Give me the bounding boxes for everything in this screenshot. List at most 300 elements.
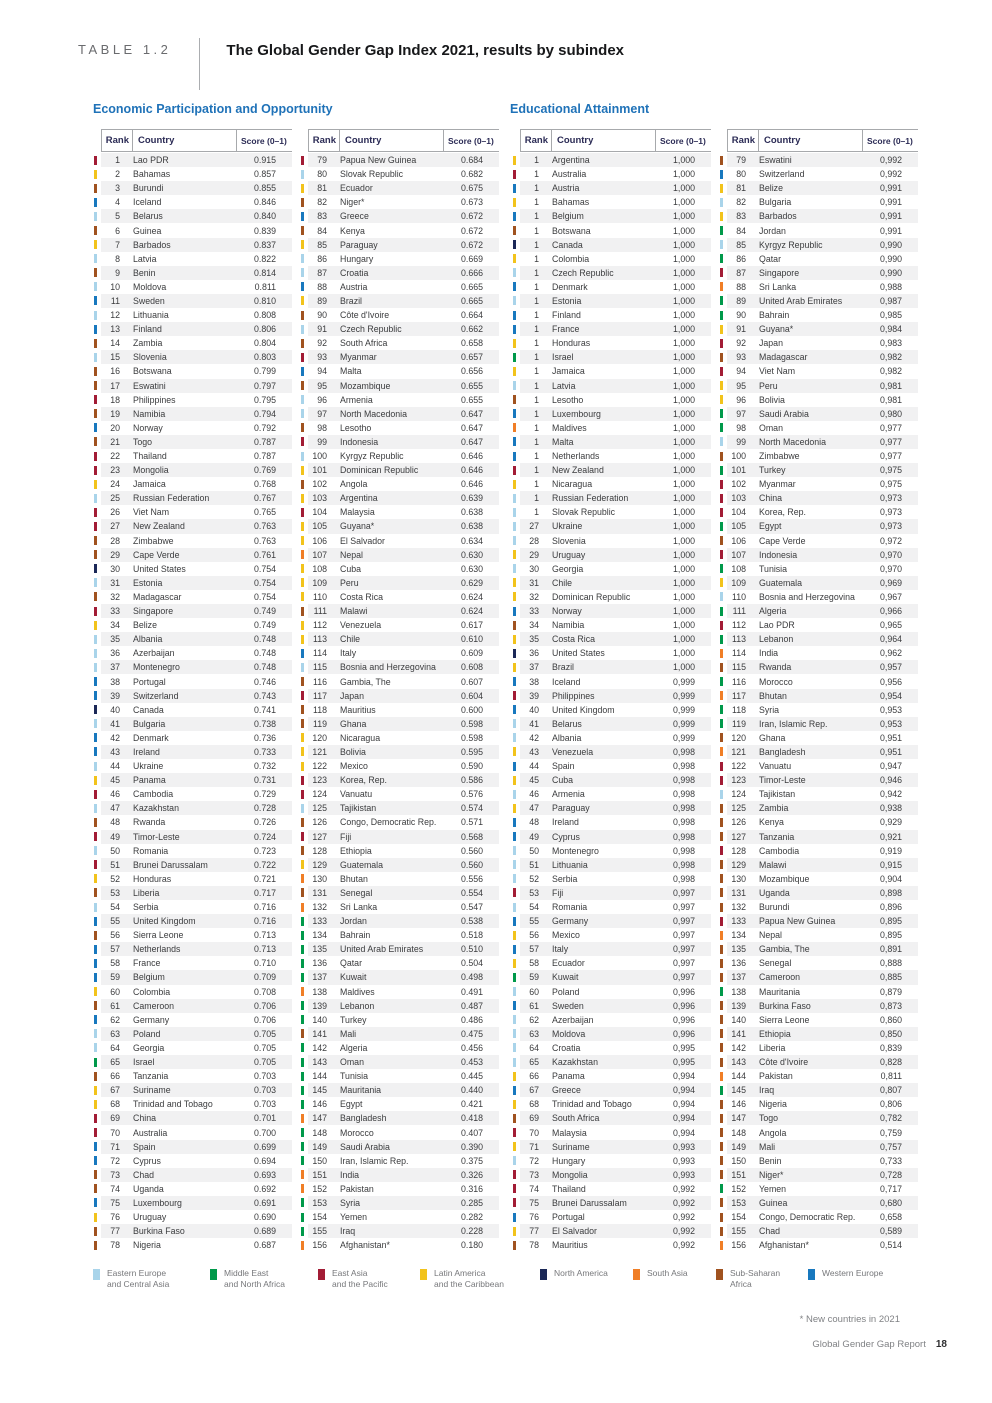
region-marker — [301, 409, 304, 418]
score-cell: 0,658 — [879, 1212, 902, 1223]
score-cell: 0,991 — [879, 211, 902, 222]
table-row — [719, 590, 918, 604]
score-cell: 0.598 — [460, 732, 483, 743]
table-row — [93, 787, 292, 801]
score-cell: 1,000 — [672, 549, 695, 560]
rank-cell: 65 — [529, 1057, 539, 1068]
score-cell: 0.691 — [253, 1197, 276, 1208]
table-row — [719, 336, 918, 350]
score-cell: 1,000 — [672, 493, 695, 504]
table-row — [300, 999, 499, 1013]
region-marker — [94, 1043, 97, 1052]
region-marker — [720, 1114, 723, 1123]
country-cell: Panama — [133, 775, 166, 786]
table-row — [512, 364, 711, 378]
country-cell: Latvia — [552, 380, 576, 391]
table-row — [512, 562, 711, 576]
country-column-header: Country — [133, 130, 237, 151]
table-row — [719, 1210, 918, 1224]
rank-cell: 110 — [731, 591, 746, 602]
table-row — [719, 280, 918, 294]
table-row — [300, 1154, 499, 1168]
table-row — [300, 914, 499, 928]
table-row — [512, 195, 711, 209]
score-cell: 0,997 — [672, 887, 695, 898]
rank-cell: 45 — [110, 775, 120, 786]
rank-cell: 103 — [312, 493, 327, 504]
legend-label-line: North America — [554, 1268, 608, 1279]
country-cell: Ghana — [340, 718, 367, 729]
region-marker — [94, 959, 97, 968]
country-cell: Oman — [340, 1057, 364, 1068]
region-marker — [720, 184, 723, 193]
rank-cell: 68 — [110, 1099, 120, 1110]
table-row — [719, 773, 918, 787]
table-row — [719, 562, 918, 576]
rank-cell: 76 — [110, 1212, 120, 1223]
region-marker — [513, 776, 516, 785]
country-cell: Timor-Leste — [133, 831, 180, 842]
region-marker — [94, 1184, 97, 1193]
region-marker — [720, 874, 723, 883]
rank-cell: 71 — [529, 1141, 539, 1152]
rank-cell: 73 — [529, 1169, 539, 1180]
region-marker — [301, 508, 304, 517]
rank-cell: 137 — [731, 972, 746, 983]
region-marker — [720, 917, 723, 926]
legend-item — [210, 1268, 318, 1290]
region-marker — [94, 1170, 97, 1179]
rank-cell: 117 — [312, 690, 327, 701]
rank-cell: 106 — [312, 535, 327, 546]
rank-cell: 121 — [312, 746, 327, 757]
table-row — [300, 209, 499, 223]
table-row — [512, 1055, 711, 1069]
region-marker — [513, 395, 516, 404]
table-row — [93, 717, 292, 731]
rank-cell: 125 — [731, 803, 746, 814]
rank-cell: 143 — [731, 1057, 746, 1068]
country-cell: Jordan — [340, 916, 367, 927]
region-marker — [94, 1213, 97, 1222]
country-cell: Czech Republic — [340, 324, 402, 335]
table-row — [300, 956, 499, 970]
table-row — [719, 985, 918, 999]
country-cell: Cape Verde — [133, 549, 180, 560]
country-cell: Switzerland — [759, 169, 805, 180]
region-marker — [720, 156, 723, 165]
score-cell: 0,973 — [879, 507, 902, 518]
rank-cell: 14 — [110, 338, 120, 349]
score-cell: 0.586 — [460, 775, 483, 786]
rank-cell: 69 — [110, 1113, 120, 1124]
rank-cell: 71 — [110, 1141, 120, 1152]
rank-cell: 82 — [736, 197, 746, 208]
country-cell: Iraq — [340, 1226, 356, 1237]
country-cell: Lao PDR — [759, 620, 795, 631]
table-row — [512, 604, 711, 618]
table-row — [512, 308, 711, 322]
region-marker — [720, 790, 723, 799]
table-row — [512, 1111, 711, 1125]
region-marker — [94, 578, 97, 587]
score-cell: 0.706 — [253, 1014, 276, 1025]
rank-cell: 1 — [534, 422, 539, 433]
country-cell: Montenegro — [552, 845, 599, 856]
region-marker — [513, 663, 516, 672]
table-row — [300, 787, 499, 801]
region-marker — [513, 254, 516, 263]
country-cell: Syria — [759, 704, 780, 715]
country-cell: Slovak Republic — [340, 169, 404, 180]
country-cell: Namibia — [133, 408, 166, 419]
table-row — [300, 223, 499, 237]
rank-cell: 74 — [110, 1183, 120, 1194]
country-cell: Brunei Darussalam — [552, 1197, 627, 1208]
rank-cell: 48 — [110, 817, 120, 828]
country-cell: Indonesia — [759, 549, 798, 560]
score-cell: 0.713 — [253, 944, 276, 955]
region-marker — [720, 423, 723, 432]
country-cell: Maldives — [552, 422, 587, 433]
country-cell: Paraguay — [340, 239, 378, 250]
country-cell: Mali — [759, 1141, 776, 1152]
region-marker — [720, 607, 723, 616]
rank-cell: 154 — [731, 1212, 746, 1223]
region-marker — [94, 536, 97, 545]
region-marker — [513, 747, 516, 756]
score-cell: 1,000 — [672, 507, 695, 518]
country-cell: Papua New Guinea — [759, 916, 836, 927]
rank-cell: 101 — [312, 465, 327, 476]
score-cell: 0,951 — [879, 746, 902, 757]
rank-cell: 156 — [731, 1240, 746, 1251]
region-marker — [301, 621, 304, 630]
region-marker — [513, 353, 516, 362]
score-cell: 1,000 — [672, 465, 695, 476]
region-marker — [720, 480, 723, 489]
table-row — [300, 519, 499, 533]
score-cell: 0.716 — [253, 902, 276, 913]
table-row — [93, 1154, 292, 1168]
region-marker — [720, 268, 723, 277]
rank-cell: 139 — [731, 1000, 746, 1011]
country-cell: France — [552, 324, 580, 335]
region-marker — [513, 1142, 516, 1151]
score-cell: 0.440 — [460, 1085, 483, 1096]
score-cell: 0.701 — [253, 1113, 276, 1124]
score-cell: 0,994 — [672, 1113, 695, 1124]
table-row — [512, 1041, 711, 1055]
table-row — [719, 1027, 918, 1041]
country-cell: South Africa — [340, 338, 388, 349]
table-row — [93, 985, 292, 999]
rank-cell: 40 — [529, 704, 539, 715]
region-marker — [94, 480, 97, 489]
country-cell: Slovenia — [133, 352, 167, 363]
rank-cell: 102 — [731, 479, 746, 490]
rank-cell: 106 — [731, 535, 746, 546]
region-marker — [301, 226, 304, 235]
rank-cell: 1 — [534, 211, 539, 222]
rank-cell: 44 — [110, 761, 120, 772]
score-cell: 0.665 — [460, 281, 483, 292]
rank-cell: 1 — [534, 253, 539, 264]
country-cell: Benin — [133, 267, 156, 278]
region-marker — [301, 1170, 304, 1179]
region-marker — [513, 762, 516, 771]
rank-cell: 40 — [110, 704, 120, 715]
score-cell: 0,953 — [879, 718, 902, 729]
score-cell: 0.840 — [253, 211, 276, 222]
country-cell: Madagascar — [759, 352, 808, 363]
region-marker — [513, 240, 516, 249]
table-row — [93, 999, 292, 1013]
rank-cell: 1 — [534, 408, 539, 419]
region-marker — [513, 691, 516, 700]
rank-cell: 135 — [731, 944, 746, 955]
region-marker — [94, 156, 97, 165]
score-cell: 0,983 — [879, 338, 902, 349]
region-marker — [513, 1072, 516, 1081]
rank-cell: 133 — [312, 916, 327, 927]
region-marker — [301, 466, 304, 475]
table-row — [300, 1224, 499, 1238]
rank-cell: 55 — [110, 916, 120, 927]
region-marker — [513, 381, 516, 390]
rank-cell: 90 — [317, 310, 327, 321]
rank-cell: 34 — [110, 620, 120, 631]
legend-label-line: and Central Asia — [107, 1279, 170, 1290]
score-cell: 0.710 — [253, 958, 276, 969]
table-row — [719, 646, 918, 660]
table-row — [300, 745, 499, 759]
rank-cell: 34 — [529, 620, 539, 631]
rank-cell: 150 — [312, 1155, 327, 1166]
region-marker — [513, 367, 516, 376]
rank-cell: 31 — [529, 577, 539, 588]
region-marker — [94, 1227, 97, 1236]
legend-label — [107, 1268, 169, 1290]
table-row — [512, 449, 711, 463]
region-marker — [301, 156, 304, 165]
table-row — [512, 519, 711, 533]
rank-cell: 107 — [731, 549, 746, 560]
table-row — [512, 548, 711, 562]
country-column-header: Country — [759, 130, 863, 151]
country-cell: Niger* — [759, 1169, 784, 1180]
country-cell: Senegal — [759, 958, 792, 969]
country-cell: Belarus — [133, 211, 163, 222]
score-cell: 0.491 — [460, 986, 483, 997]
table-row — [300, 844, 499, 858]
country-cell: Portugal — [133, 676, 166, 687]
table-body — [93, 153, 292, 1252]
rank-cell: 81 — [317, 183, 327, 194]
region-marker — [513, 832, 516, 841]
score-cell: 0.453 — [460, 1057, 483, 1068]
score-cell: 0.799 — [253, 366, 276, 377]
table-header — [101, 129, 292, 152]
country-cell: United States — [552, 648, 605, 659]
table-row — [93, 674, 292, 688]
table-row — [512, 252, 711, 266]
rank-cell: 108 — [312, 563, 327, 574]
region-marker — [301, 311, 304, 320]
table-row — [719, 1041, 918, 1055]
table-row — [512, 731, 711, 745]
table-row — [719, 505, 918, 519]
table-row — [93, 1013, 292, 1027]
legend-label-line: Latin America — [434, 1268, 486, 1279]
rank-cell: 80 — [317, 169, 327, 180]
region-marker — [720, 1213, 723, 1222]
region-marker — [301, 592, 304, 601]
score-cell: 0.754 — [253, 577, 276, 588]
region-marker — [301, 635, 304, 644]
region-marker — [94, 818, 97, 827]
score-cell: 1,000 — [672, 352, 695, 363]
table-row — [300, 886, 499, 900]
table-row — [719, 604, 918, 618]
country-cell: Malawi — [759, 859, 787, 870]
rank-cell: 141 — [312, 1028, 327, 1039]
rank-cell: 116 — [731, 676, 746, 687]
region-marker — [720, 494, 723, 503]
region-marker — [720, 170, 723, 179]
rank-cell: 29 — [529, 549, 539, 560]
table-row — [719, 1154, 918, 1168]
score-cell: 0.647 — [460, 408, 483, 419]
rank-cell: 154 — [312, 1212, 327, 1223]
rank-cell: 1 — [534, 352, 539, 363]
country-cell: Korea, Rep. — [759, 507, 806, 518]
table-row — [300, 1210, 499, 1224]
table-row — [512, 463, 711, 477]
country-cell: Ethiopia — [759, 1028, 791, 1039]
table-row — [512, 280, 711, 294]
rank-cell: 46 — [110, 789, 120, 800]
rank-cell: 35 — [110, 634, 120, 645]
score-cell: 0.600 — [460, 704, 483, 715]
legend-label — [224, 1268, 285, 1290]
country-cell: United States — [133, 563, 186, 574]
rank-cell: 48 — [529, 817, 539, 828]
table-row — [719, 858, 918, 872]
score-cell: 0.703 — [253, 1099, 276, 1110]
score-cell: 0.390 — [460, 1141, 483, 1152]
rank-cell: 62 — [529, 1014, 539, 1025]
region-marker — [94, 790, 97, 799]
score-cell: 0,998 — [672, 746, 695, 757]
rank-cell: 3 — [115, 183, 120, 194]
rank-cell: 141 — [731, 1028, 746, 1039]
rank-cell: 120 — [312, 732, 327, 743]
score-cell: 0,895 — [879, 930, 902, 941]
score-cell: 1,000 — [672, 535, 695, 546]
table-header — [727, 129, 918, 152]
table-row — [512, 435, 711, 449]
table-row — [512, 815, 711, 829]
region-marker — [720, 1043, 723, 1052]
table-row — [300, 1168, 499, 1182]
country-cell: Mauritania — [759, 986, 801, 997]
rank-cell: 59 — [529, 972, 539, 983]
region-marker — [513, 931, 516, 940]
country-cell: Poland — [552, 986, 580, 997]
score-cell: 0.693 — [253, 1169, 276, 1180]
country-cell: Sweden — [552, 1000, 584, 1011]
country-cell: Afghanistan* — [759, 1240, 809, 1251]
country-cell: Afghanistan* — [340, 1240, 390, 1251]
region-marker — [94, 198, 97, 207]
country-cell: Norway — [552, 606, 582, 617]
legend-label-line: Middle East — [224, 1268, 269, 1279]
table-row — [93, 548, 292, 562]
score-cell: 0,733 — [879, 1155, 902, 1166]
region-marker — [720, 1058, 723, 1067]
region-marker — [94, 240, 97, 249]
rank-cell: 66 — [529, 1071, 539, 1082]
score-cell: 0.732 — [253, 761, 276, 772]
table-row — [719, 717, 918, 731]
score-cell: 0.787 — [253, 451, 276, 462]
score-cell: 0,997 — [672, 930, 695, 941]
region-marker — [301, 1043, 304, 1052]
country-cell: Tunisia — [759, 563, 788, 574]
country-cell: Nicaragua — [552, 479, 593, 490]
table-row — [512, 181, 711, 195]
table-row — [719, 674, 918, 688]
rank-cell: 129 — [731, 859, 746, 870]
score-cell: 0.722 — [253, 859, 276, 870]
table-row — [93, 1168, 292, 1182]
region-marker — [301, 381, 304, 390]
rank-cell: 119 — [731, 718, 746, 729]
score-cell: 0.724 — [253, 831, 276, 842]
region-marker — [301, 240, 304, 249]
table-row — [512, 886, 711, 900]
rank-cell: 115 — [731, 662, 746, 673]
rank-cell: 73 — [110, 1169, 120, 1180]
score-cell: 0.658 — [460, 338, 483, 349]
region-marker — [513, 1015, 516, 1024]
table-row — [300, 1238, 499, 1252]
region-marker — [513, 1213, 516, 1222]
table-row — [300, 660, 499, 674]
table-row — [512, 477, 711, 491]
rank-cell: 147 — [731, 1113, 746, 1124]
region-marker — [94, 282, 97, 291]
country-cell: Uruguay — [552, 549, 586, 560]
region-marker — [720, 973, 723, 982]
country-cell: Netherlands — [552, 451, 600, 462]
table-row — [93, 576, 292, 590]
country-cell: Botswana — [552, 225, 591, 236]
country-cell: New Zealand — [133, 521, 185, 532]
region-marker — [94, 931, 97, 940]
region-marker — [513, 1100, 516, 1109]
region-marker — [513, 339, 516, 348]
score-cell: 0,994 — [672, 1071, 695, 1082]
table-row — [300, 604, 499, 618]
country-cell: Qatar — [759, 253, 782, 264]
score-cell: 0.682 — [460, 169, 483, 180]
rank-cell: 123 — [312, 775, 327, 786]
region-marker — [301, 677, 304, 686]
region-marker — [301, 1227, 304, 1236]
table-row — [300, 1182, 499, 1196]
